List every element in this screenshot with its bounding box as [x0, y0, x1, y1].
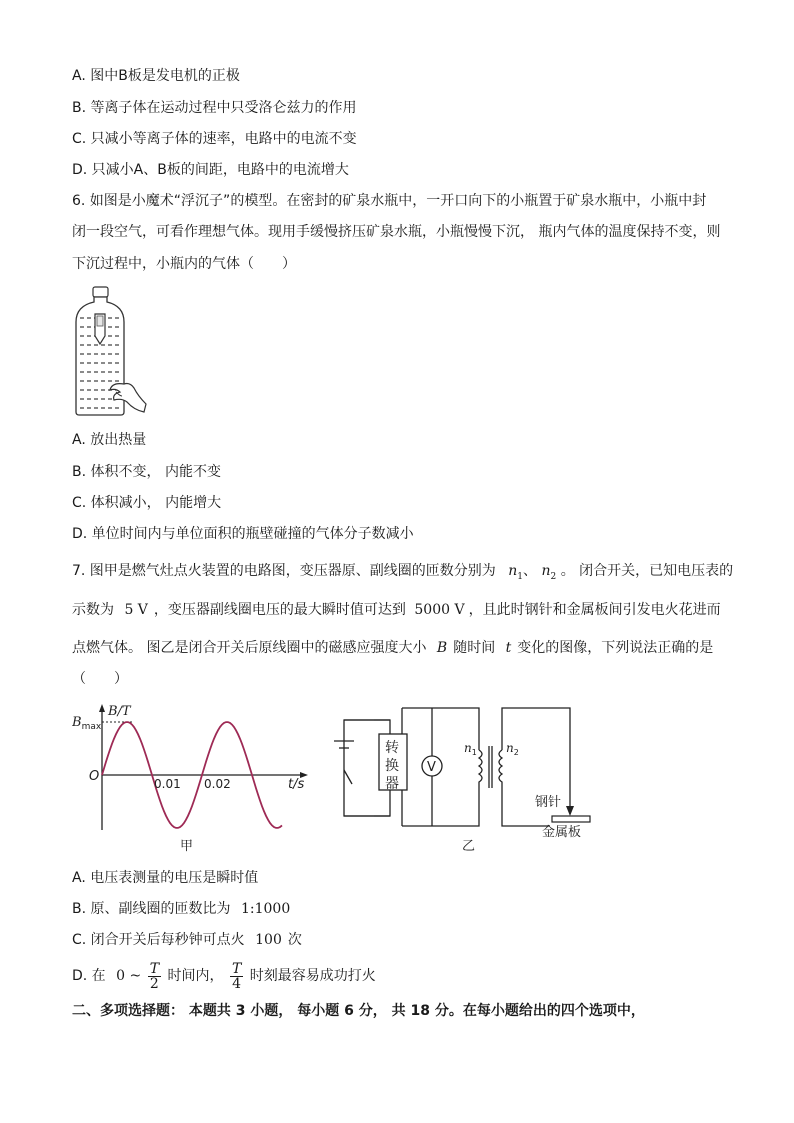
q7-var-n2: n — [541, 563, 551, 579]
q5-option-a: A. 图中B板是发电机的正极 — [72, 68, 240, 84]
q6-stem-line-1: 6. 如图是小魔术“浮沉子”的模型。在密封的矿泉水瓶中，一开口向下的小瓶置于矿泉水瓶中，小瓶中封 — [72, 193, 707, 209]
coil-n2-label: $n_2$ — [506, 741, 519, 757]
voltmeter-label: V — [427, 760, 436, 775]
secondary-coil — [499, 750, 502, 784]
q7-stem-text-2a: 示数为 — [72, 602, 114, 618]
q7-var-n2-sub: 2 — [550, 571, 557, 582]
q7-option-d-zero: 0 ~ — [116, 968, 142, 984]
q7-stem-text-2c: ，且此时钢针和金属板间引发电火花进而 — [468, 602, 721, 618]
bmax-label: $B_{max}$ — [72, 715, 102, 732]
q7-stem-text-3a: 点燃气体。 图乙是闭合开关后原线圈中的磁感应强度大小 — [72, 640, 427, 656]
plate-label: 金属板 — [542, 825, 582, 840]
q7-option-d — [72, 960, 376, 992]
x-axis-label: t/s — [288, 777, 305, 792]
q7-var-t: t — [505, 640, 512, 656]
q7-stem-text-2b: ，变压器副线圈电压的最大瞬时值可达到 — [153, 602, 406, 618]
q7-stem-line-3 — [72, 638, 713, 658]
y-axis-label — [107, 704, 132, 719]
q6-option-d: D. 单位时间内与单位面积的瓶壁碰撞的气体分子数减小 — [72, 526, 414, 542]
left-loop-wire-top — [344, 720, 374, 816]
q7-stem-line-4: （ ） — [72, 671, 128, 687]
q7-stem-line-1 — [72, 561, 733, 587]
circuit-caption: 乙 — [462, 839, 476, 854]
switch-blade — [344, 770, 352, 784]
y-label: B/T — [108, 704, 131, 719]
y-axis-arrow — [99, 704, 105, 712]
q7-option-a: A. 电压表测量的电压是瞬时值 — [72, 870, 259, 886]
q5-option-b: B. 等离子体在运动过程中只受洛仑兹力的作用 — [72, 100, 357, 116]
q7-option-c-text: C. 闭合开关后每秒钟可点火 — [72, 932, 245, 948]
needle-label: 钢针 — [535, 795, 562, 810]
q7-spark-count: 100 — [255, 932, 282, 948]
q6-stem-line-3: 下沉过程中，小瓶内的气体（ ） — [72, 256, 296, 272]
fraction-t-over-4: $\frac{T}{4}$ — [231, 960, 242, 992]
q7-voltage-5v: 5 V — [124, 602, 148, 618]
q7-var-n1-sub: 1 — [517, 571, 524, 582]
origin-label: O — [89, 769, 100, 784]
floating-diver-bottle-figure — [72, 284, 156, 418]
q7-stem-text-3c: 变化的图像，下列说法正确的是 — [517, 640, 714, 656]
primary-coil — [479, 750, 482, 784]
graph-caption: 甲 — [180, 839, 194, 854]
metal-plate — [552, 816, 590, 822]
q6-option-b: B. 体积不变， 内能不变 — [72, 464, 221, 480]
q7-stem-text-1b: 。 闭合开关，已知电压表的 — [560, 563, 734, 579]
q7-option-b-text: B. 原、副线圈的匝数比为 — [72, 901, 231, 917]
coil-n1-label: $n_1$ — [464, 741, 477, 757]
q7-var-b: B — [436, 640, 448, 656]
b-t-graph — [72, 700, 317, 858]
q7-option-b — [72, 899, 290, 919]
q7-option-c — [72, 930, 302, 950]
q7-stem-text-1a: 7. 图甲是燃气灶点火装置的电路图，变压器原、副线圈的匝数分别为 — [72, 563, 496, 579]
converter-char-3: 器 — [385, 776, 399, 792]
bottle-cap — [93, 287, 108, 297]
q7-option-d-suffix: 时刻最容易成功打火 — [249, 968, 376, 984]
needle-tip — [566, 806, 574, 816]
q7-option-d-prefix: D. 在 — [72, 968, 106, 984]
section-2-heading: 二、多项选择题： 本题共 3 小题， 每小题 6 分， 共 18 分。在每小题给出的四个选项中， — [72, 1003, 645, 1019]
tick-label-0.02: 0.02 — [204, 777, 231, 791]
q6-option-a: A. 放出热量 — [72, 432, 147, 448]
tick-label-0.01: 0.01 — [154, 777, 181, 791]
q7-var-n1: n — [508, 563, 518, 579]
converter-char-1: 转 — [385, 740, 399, 756]
q7-separator: 、 — [523, 563, 538, 579]
q6-option-c: C. 体积减小， 内能增大 — [72, 495, 222, 511]
ignition-circuit — [330, 700, 595, 858]
converter-char-2: 换 — [385, 758, 399, 774]
q7-option-c-suffix: 次 — [287, 932, 302, 948]
q7-stem-text-3b: 随时间 — [453, 640, 496, 656]
q7-turns-ratio: 1:1000 — [240, 901, 291, 917]
q7-stem-line-2 — [72, 600, 721, 620]
q7-option-d-mid: 时间内， — [167, 968, 224, 984]
q5-option-d: D. 只减小A、B板的间距，电路中的电流增大 — [72, 162, 349, 178]
q7-voltage-5000v: 5000 V — [414, 602, 465, 618]
q6-stem-line-2: 闭一段空气，可看作理想气体。现用手缓慢挤压矿泉水瓶，小瓶慢慢下沉， 瓶内气体的温度保持不变，则 — [72, 224, 721, 240]
q5-option-c: C. 只减小等离子体的速率，电路中的电流不变 — [72, 131, 357, 147]
fraction-t-over-2: $\frac{T}{2}$ — [149, 960, 160, 992]
